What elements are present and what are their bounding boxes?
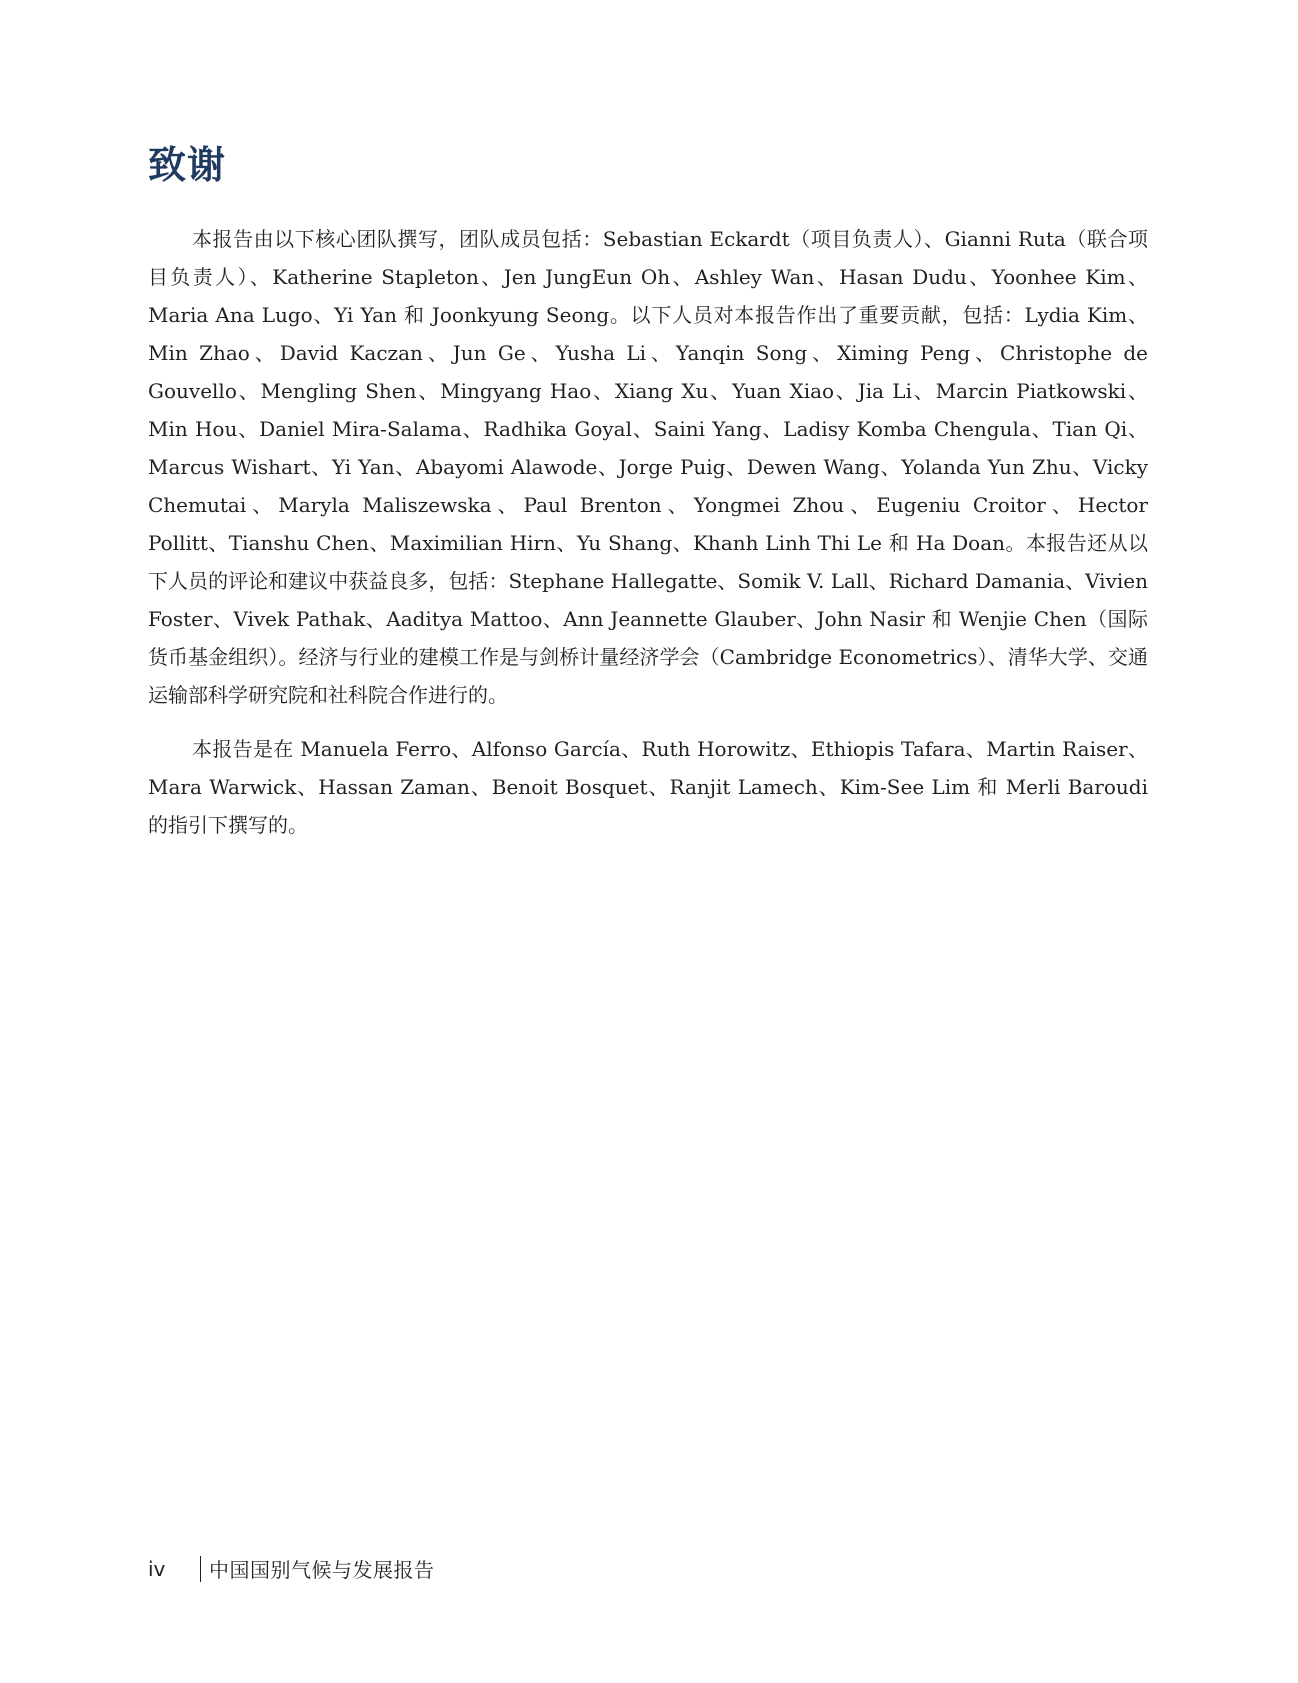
paragraph-core-team: 本报告由以下核心团队撰写，团队成员包括：Sebastian Eckardt（项目负责人）、Gianni Ruta（联合项目负责人）、Katherine Stapleton、Jen JungEun Oh、Ashley Wan、Hasan Dudu、Yoonhee Kim、Maria Ana Lugo、Yi Yan 和 Joonkyung Seong。以下人员对本报告作出了重要贡献，包括：Lydia Kim、Min Zhao、David Kaczan、Jun Ge、Yusha Li、Yanqin Song、Ximing Peng、Christophe de Gouvello、Mengling Shen、Mingyang Hao、Xiang Xu、Yuan Xiao、Jia Li、Marcin Piatkowski、Min Hou、Daniel Mira-Salama、Radhika Goyal、Saini Yang、Ladisy Komba Chengula、Tian Qi、Marcus Wishart、Yi Yan、Abayomi Alawode、Jorge Puig、Dewen Wang、Yolanda Yun Zhu、Vicky Chemutai、Maryla Maliszewska、Paul Brenton、Yongmei Zhou、Eugeniu Croitor、Hector Pollitt、Tianshu Chen、Maximilian Hirn、Yu Shang、Khanh Linh Thi Le 和 Ha Doan。本报告还从以下人员的评论和建议中获益良多，包括：Stephane Hallegatte、Somik V. Lall、Richard Damania、Vivien Foster、Vivek Pathak、Aaditya Mattoo、Ann Jeannette Glauber、John Nasir 和 Wenjie Chen（国际货币基金组织）。经济与行业的建模工作是与剑桥计量经济学会（Cambridge Econometrics）、清华大学、交通运输部科学研究院和社科院合作进行的。 [148,227,1148,707]
paragraph-guidance: 本报告是在 Manuela Ferro、Alfonso García、Ruth Horowitz、Ethiopis Tafara、Martin Raiser、Mara Warwick、Hassan Zaman、Benoit Bosquet、Ranjit Lamech、Kim-See Lim 和 Merli Baroudi 的指引下撰写的。 [148,737,1148,837]
page-number: iv [148,1556,166,1581]
page-title: 致谢 [148,143,227,187]
acknowledgements-body [148,220,1148,860]
page-footer [148,1554,435,1583]
footer-report-title: 中国国别气候与发展报告 [209,1558,435,1582]
footer-divider [200,1556,201,1582]
